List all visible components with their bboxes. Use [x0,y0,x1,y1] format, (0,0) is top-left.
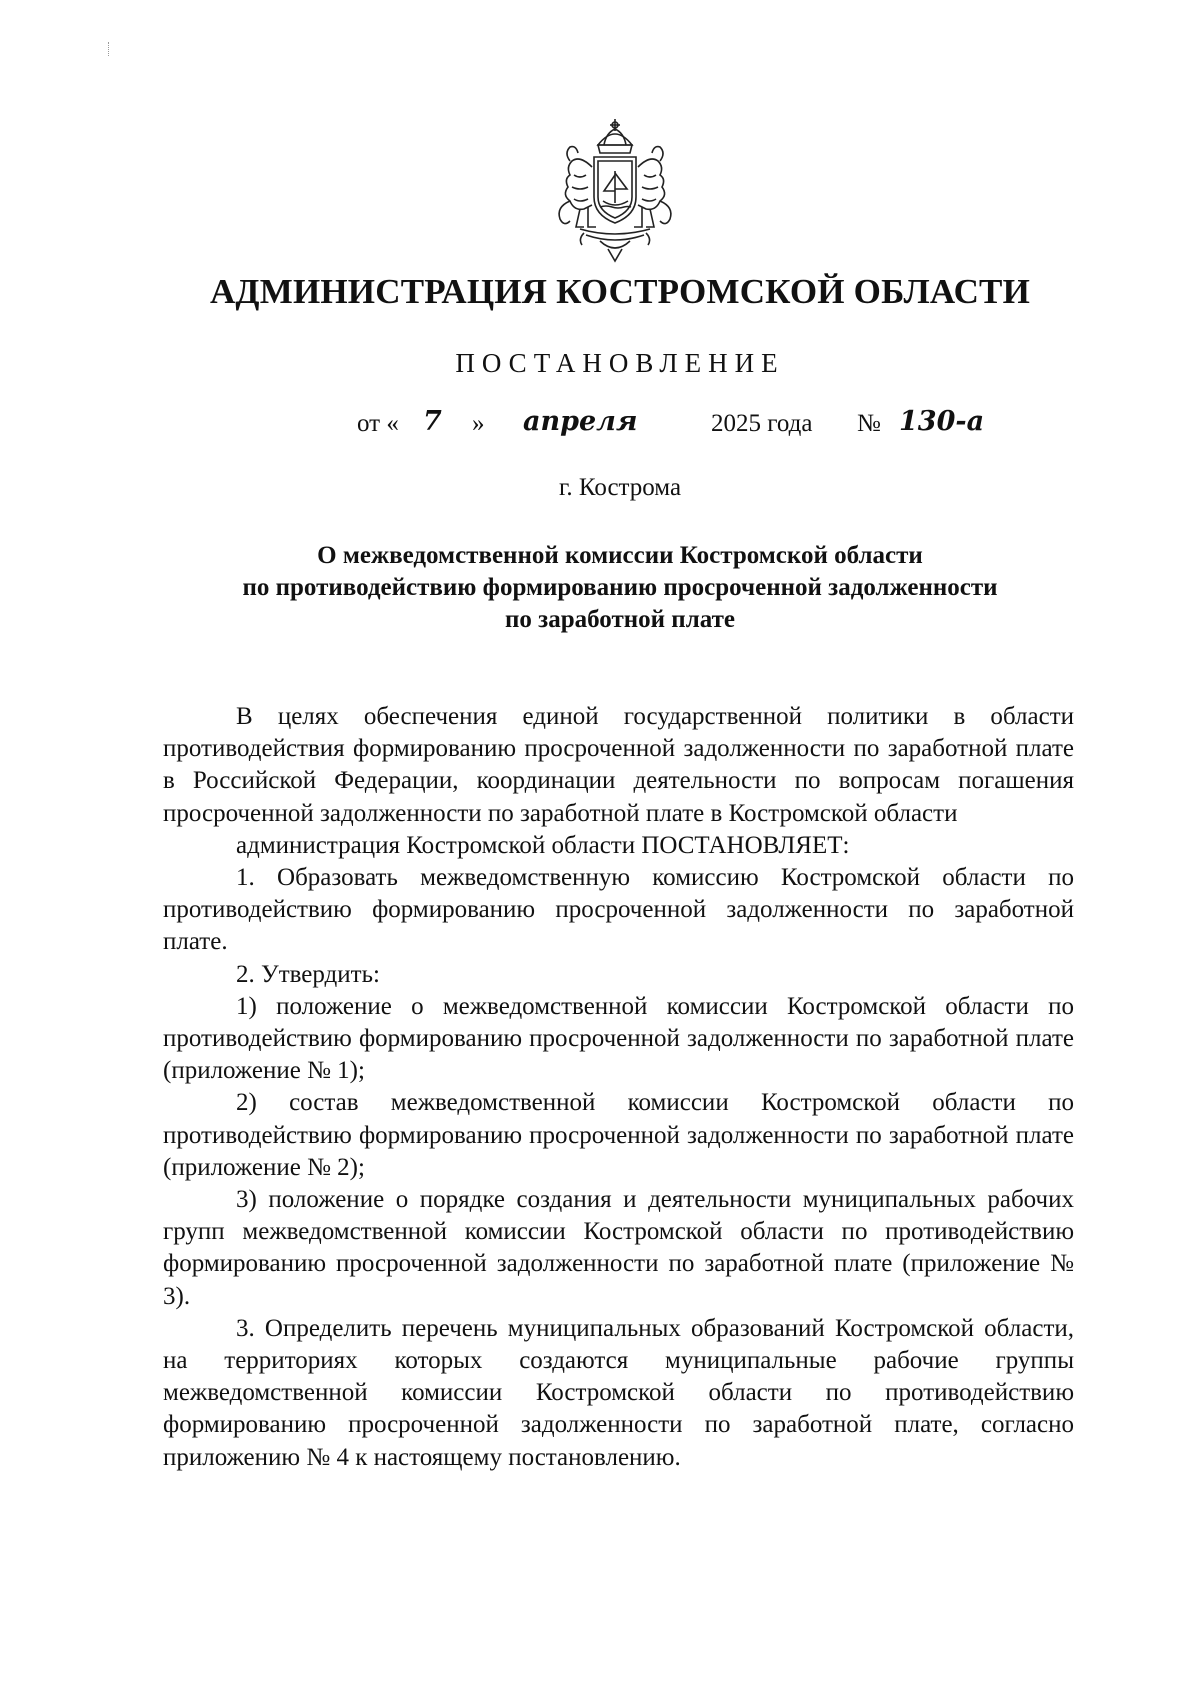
number-sign: № [857,410,881,437]
document-number: 130-а [899,406,985,437]
item-2-paragraph: 2. Утвердить: [236,960,380,988]
date-day: 7 [423,406,442,437]
subject-line: по противодействию формированию просроченной задолженности [242,574,998,601]
kostroma-coat-of-arms-icon [540,115,690,265]
subject-line: по заработной плате [505,606,735,633]
scan-artifact [108,42,112,56]
date-prefix: от « [357,410,399,437]
document-body [163,701,1074,1474]
preamble-paragraph: В целях обеспечения единой государственной политики в области противодействия формированию просроченной задолженности по заработной плате в Российской Федерации, координации деятельности по вопросам погашения просроченной задолженности по заработной плате в Костромской области [163,703,1074,827]
document-type: ПОСТАНОВЛЕНИЕ [455,348,785,378]
date-year: 2025 года [711,410,813,437]
item-3-paragraph: 3. Определить перечень муниципальных образований Костромской области, на территориях которых создаются муниципальные рабочие группы межведомственной комиссии Костромской области по противодействию формированию просроченной задолженности по заработной плате, согласно приложению № 4 к настоящему постановлению. [163,1314,1074,1471]
item-1-paragraph: 1. Образовать межведомственную комиссию Костромской области по противодействию формированию просроченной задолженности по заработной плате. [163,864,1074,956]
item-2-3-paragraph: 3) положение о порядке создания и деятельности муниципальных рабочих групп межведомственной комиссии Костромской области по противодействию формированию просроченной задолженности по заработной плате (приложение № 3). [163,1186,1074,1310]
resolves-paragraph: администрация Костромской области ПОСТАНОВЛЯЕТ: [236,831,850,859]
organization-title: АДМИНИСТРАЦИЯ КОСТРОМСКОЙ ОБЛАСТИ [209,272,1031,311]
document-subject [170,540,1070,636]
item-2-1-paragraph: 1) положение о межведомственной комиссии Костромской области по противодействию формированию просроченной задолженности по заработной плате (приложение № 1); [163,992,1074,1085]
city: г. Кострома [558,474,682,501]
subject-line: О межведомственной комиссии Костромской области [317,542,923,569]
item-2-2-paragraph: 2) состав межведомственной комиссии Костромской области по противодействию формированию просроченной задолженности по заработной плате (приложение № 2); [163,1089,1074,1181]
date-separator: » [472,410,485,437]
date-month: апреля [523,406,638,437]
